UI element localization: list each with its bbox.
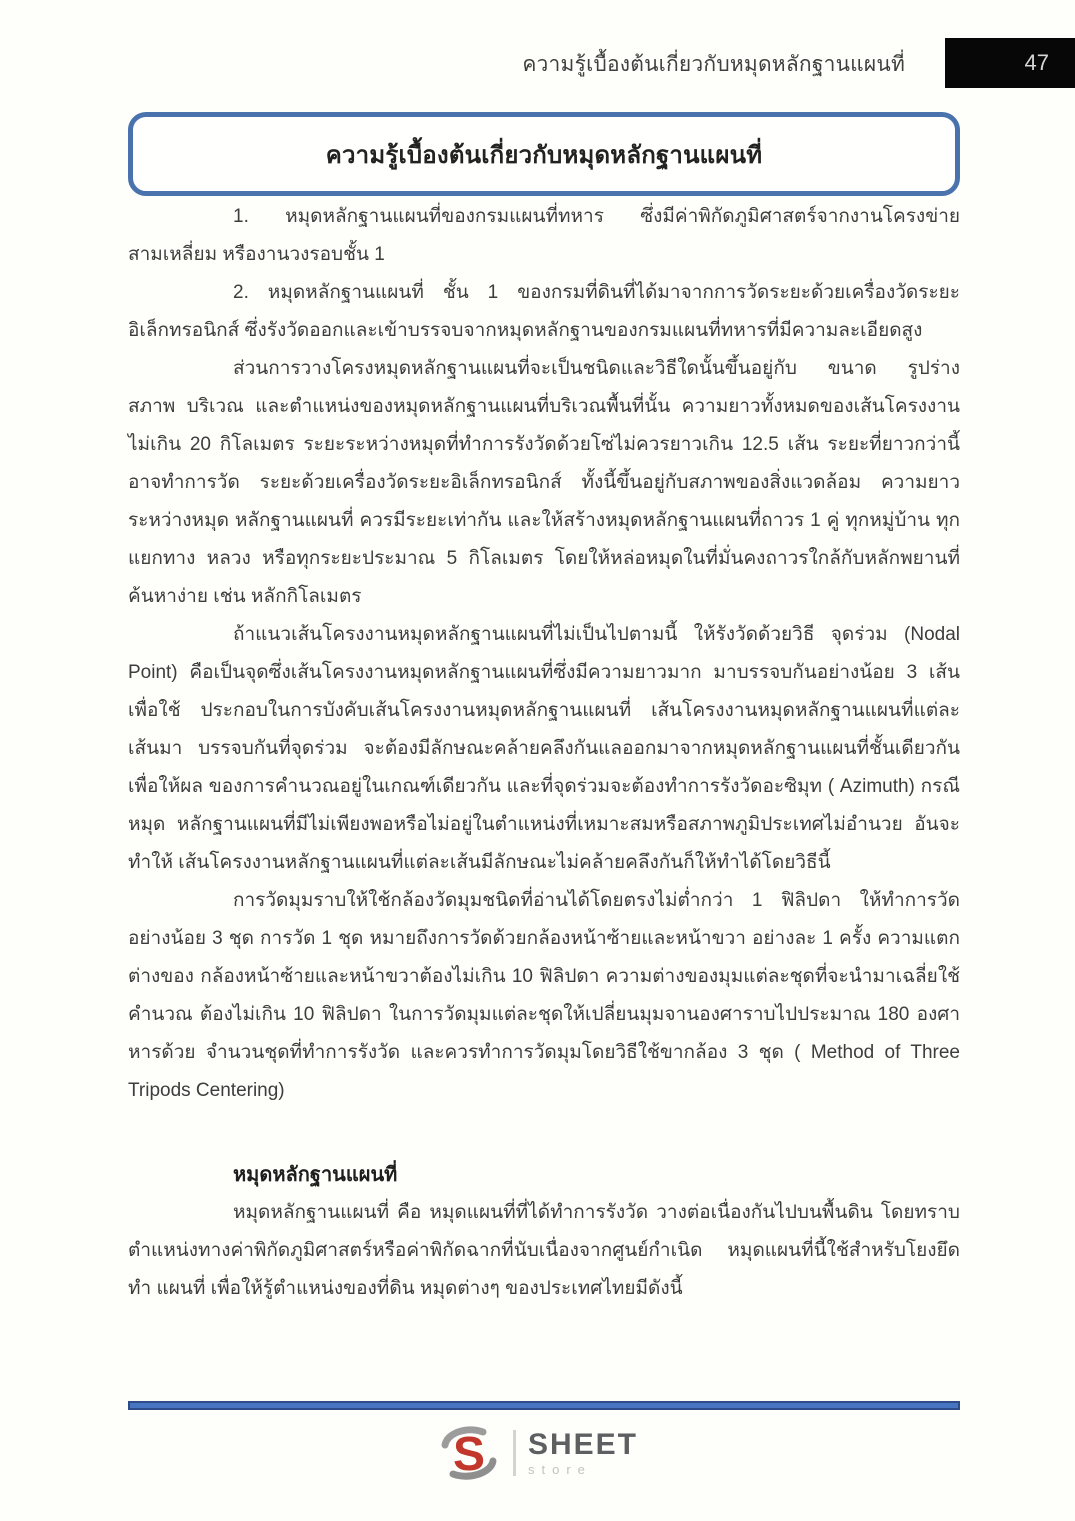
page-footer <box>0 1401 1075 1521</box>
sheet-store-logo-icon <box>437 1425 501 1481</box>
paragraph: ส่วนการวางโครงหมุดหลักฐานแผนที่จะเป็นชนิดและวิธีใดนั้นขึ้นอยู่กับ ขนาด รูปร่าง สภาพ บริเวณ และตำแหน่งของหมุดหลักฐานแผนที่บริเวณพื้นที่นั้น ความยาวทั้งหมดของเส้นโครงงานไม่เกิน 20 กิโลเมตร ระยะระหว่างหมุดที่ทำการรังวัดด้วยโซ่ไม่ควรยาวเกิน 12.5 เส้น ระยะที่ยาวกว่านี้อาจทำการวัด ระยะด้วยเครื่องวัดระยะอิเล็กทรอนิกส์ ทั้งนี้ขึ้นอยู่กับสภาพของสิ่งแวดล้อม ความยาวระหว่างหมุด หลักฐานแผนที่ ควรมีระยะเท่ากัน และให้สร้างหมุดหลักฐานแผนที่ถาวร 1 คู่ ทุกหมู่บ้าน ทุกแยกทาง หลวง หรือทุกระยะประมาณ 5 กิโลเมตร โดยให้หล่อหมุดในที่มั่นคงถาวรใกล้กับหลักพยานที่ค้นหาง่าย เช่น หลักกิโลเมตร <box>128 358 960 607</box>
logo-divider <box>513 1430 516 1476</box>
chapter-title: ความรู้เบื้องต้นเกี่ยวกับหมุดหลักฐานแผนที่ <box>325 141 763 169</box>
section-heading: หมุดหลักฐานแผนที่ <box>233 1164 398 1186</box>
paragraph: หมุดหลักฐานแผนที่ คือ หมุดแผนที่ที่ได้ทำการรังวัด วางต่อเนื่องกันไปบนพื้นดิน โดยทราบ ตำแหน่งทางค่าพิกัดภูมิศาสตร์หรือค่าพิกัดฉากที่นับเนื่องจากศูนย์กำเนิด หมุดแผนที่นี้ใช้สำหรับโยงยึดทำ แผนที่ เพื่อให้รู้ตำแหน่งของที่ดิน หมุดต่างๆ ของประเทศไทยมีดังนี้ <box>128 1202 960 1299</box>
paragraph: 2. หมุดหลักฐานแผนที่ ชั้น 1 ของกรมที่ดินที่ได้มาจากการวัดระยะด้วยเครื่องวัดระยะ อิเล็กทรอนิกส์ ซึ่งรังวัดออกและเข้าบรรจบจากหมุดหลักฐานของกรมแผนที่ทหารที่มีความละเอียดสูง <box>128 282 960 341</box>
page-number-box <box>945 38 1075 88</box>
page-number: 47 <box>1024 50 1049 75</box>
logo-text <box>528 1430 638 1476</box>
logo-subtitle: store <box>527 1462 592 1477</box>
body-text <box>128 198 960 1308</box>
paragraph: ถ้าแนวเส้นโครงงานหมุดหลักฐานแผนที่ไม่เป็นไปตามนี้ ให้รังวัดด้วยวิธี จุดร่วม (Nodal Point) คือเป็นจุดซึ่งเส้นโครงงานหมุดหลักฐานแผนที่ซึ่งมีความยาวมาก มาบรรจบกันอย่างน้อย 3 เส้น เพื่อใช้ ประกอบในการบังคับเส้นโครงงานหมุดหลักฐานแผนที่ เส้นโครงงานหมุดหลักฐานแผนที่แต่ละเส้นมา บรรจบกันที่จุดร่วม จะต้องมีลักษณะคล้ายคลึงกันแลออกมาจากหมุดหลักฐานแผนที่ชั้นเดียวกันเพื่อให้ผล ของการคำนวณอยู่ในเกณฑ์เดียวกัน และที่จุดร่วมจะต้องทำการรังวัดอะซิมุท ( Azimuth) กรณีหมุด หลักฐานแผนที่มีไม่เพียงพอหรือไม่อยู่ในตำแหน่งที่เหมาะสมหรือสภาพภูมิประเทศไม่อำนวย อันจะทำให้ เส้นโครงงานหลักฐานแผนที่แต่ละเส้นมีลักษณะไม่คล้ายคลึงกันก็ให้ทำได้โดยวิธีนี้ <box>128 624 960 873</box>
footer-divider-bar <box>128 1401 960 1410</box>
chapter-title-box <box>128 112 960 196</box>
logo-title: SHEET <box>527 1428 639 1461</box>
paragraph: 1. หมุดหลักฐานแผนที่ของกรมแผนที่ทหาร ซึ่งมีค่าพิกัดภูมิศาสตร์จากงานโครงข่ายสามเหลี่ยม หรืองานวงรอบชั้น 1 <box>128 206 960 265</box>
paragraph: การวัดมุมราบให้ใช้กล้องวัดมุมชนิดที่อ่านได้โดยตรงไม่ต่ำกว่า 1 ฟิลิปดา ให้ทำการวัดอย่างน้อย 3 ชุด การวัด 1 ชุด หมายถึงการวัดด้วยกล้องหน้าซ้ายและหน้าขวา อย่างละ 1 ครั้ง ความแตกต่างของ กล้องหน้าซ้ายและหน้าขวาต้องไม่เกิน 10 ฟิลิปดา ความต่างของมุมแต่ละชุดที่จะนำมาเฉลี่ยใช้คำนวณ ต้องไม่เกิน 10 ฟิลิปดา ในการวัดมุมแต่ละชุดให้เปลี่ยนมุมจานองศาราบไปประมาณ 180 องศาหารด้วย จำนวนชุดที่ทำการรังวัด และควรทำการวัดมุมโดยวิธีใช้ขากล้อง 3 ชุด ( Method of Three Tripods Centering) <box>128 890 960 1101</box>
logo-letter: S <box>452 1428 485 1481</box>
running-header-title: ความรู้เบื้องต้นเกี่ยวกับหมุดหลักฐานแผนที่ <box>522 53 905 76</box>
sheet-store-logo <box>0 1425 1075 1481</box>
